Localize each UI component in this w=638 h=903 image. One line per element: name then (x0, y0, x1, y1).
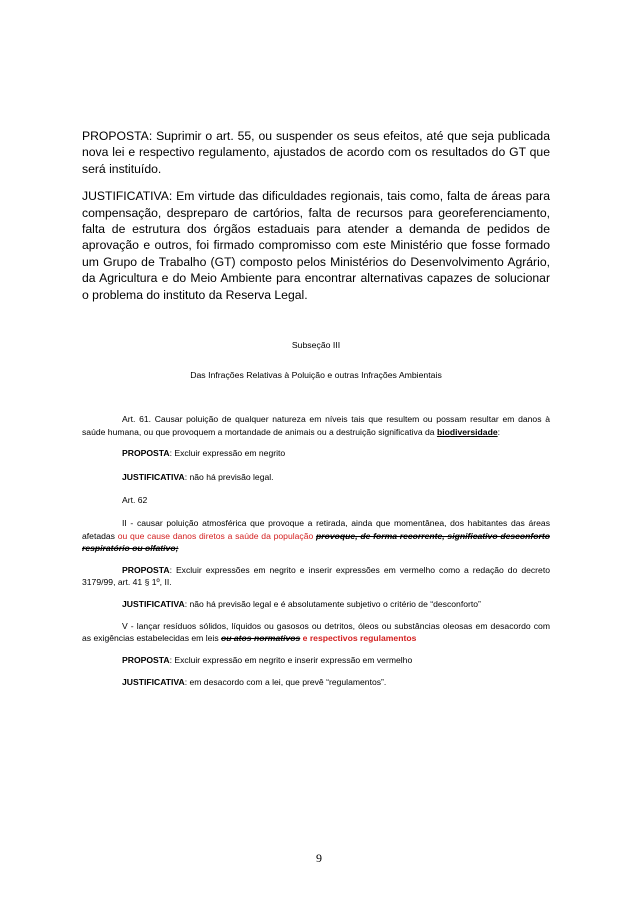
art62-proposta-v (82, 654, 550, 667)
item-v-red-insert: e respectivos regulamentos (300, 633, 417, 644)
art62-item-v (82, 620, 550, 645)
justificativa-label: JUSTIFICATIVA (122, 471, 185, 482)
subsection-subtitle: Das Infrações Relativas à Poluição e outras Infrações Ambientais (190, 370, 442, 381)
proposta-label: PROPOSTA (122, 448, 170, 459)
justificativa-text: : em desacordo com a lei, que prevê “regulamentos”. (184, 677, 387, 688)
art62-proposta-ii (82, 564, 550, 589)
item-v-text: V - lançar resíduos sólidos, líquidos ou gasosos ou detritos, óleos ou substâncias oleosas em desacordo com as exigências estabelecidas em leis (82, 620, 550, 644)
justificativa-text: : não há previsão legal. (184, 471, 274, 482)
justificativa-text: : não há previsão legal e é absolutamente subjetivo o critério de “desconforto” (184, 599, 481, 609)
proposta-text: : Excluir expressão em negrito (169, 448, 286, 459)
art61-bold-term: biodiversidade (436, 426, 498, 437)
proposta-label: PROPOSTA (122, 564, 170, 575)
justificativa-label: JUSTIFICATIVA (122, 677, 185, 688)
art62-justificativa-ii (82, 598, 550, 611)
proposta-text: : Excluir expressões em negrito e inserir expressões em vermelho como a redação do decreto 3179/99, art. 41 § 1º, II. (82, 564, 550, 588)
proposta-text: : Excluir expressão em negrito e inserir expressão em vermelho (169, 654, 413, 665)
proposta-label: PROPOSTA (122, 654, 170, 665)
page-number: 9 (316, 851, 322, 865)
proposta-art55: PROPOSTA: Suprimir o art. 55, ou suspender os seus efeitos, até que seja publicada nova lei e respectivo regulamento, ajustados de acordo com os resultados do GT que será instituído. (82, 129, 550, 176)
art62-justificativa-v (82, 676, 550, 689)
item-ii-text: II - causar poluição atmosférica que provoque a retirada, ainda que momentânea, dos habitantes das áreas afetadas (82, 518, 550, 541)
item-ii-red-insert: ou que cause danos diretos a saúde da população (117, 530, 314, 541)
art61-proposta (82, 447, 550, 460)
art62-item-ii (82, 517, 550, 555)
art61-text: Art. 61. Causar poluição de qualquer natureza em níveis tais que resultem ou possam resultar em danos à saúde humana, ou que provoquem a mortandade de animais ou a destruição significativa da (82, 414, 550, 437)
art61-end: : (497, 426, 501, 437)
document-page (82, 128, 550, 689)
art61-paragraph (82, 413, 550, 438)
item-v-struck-text: ou atos normativos (221, 633, 301, 644)
art62-title: Art. 62 (122, 495, 148, 506)
subsection-title: Subseção III (291, 340, 341, 351)
justificativa-art55: JUSTIFICATIVA: Em virtude das dificuldades regionais, tais como, falta de áreas para compensação, despreparo de cartórios, falta de recursos para georeferenciamento, falta de estrutura dos órgãos estaduais para atender a demanda de pedidos de aprovação e outros, foi firmado compromisso com este Ministério que fosse formado um Grupo de Trabalho (GT) composto pelos Ministérios do Desenvolvimento Agrário, da Agricultura e do Meio Ambiente para encontrar alternativas capazes de solucionar o problema do instituto da Reserva Legal. (82, 189, 550, 302)
art61-justificativa (82, 471, 550, 484)
justificativa-label: JUSTIFICATIVA (122, 599, 185, 609)
item-ii-struck-text: provoque, de forma recorrente, significativo desconforto respiratório ou olfativo; (82, 530, 550, 554)
